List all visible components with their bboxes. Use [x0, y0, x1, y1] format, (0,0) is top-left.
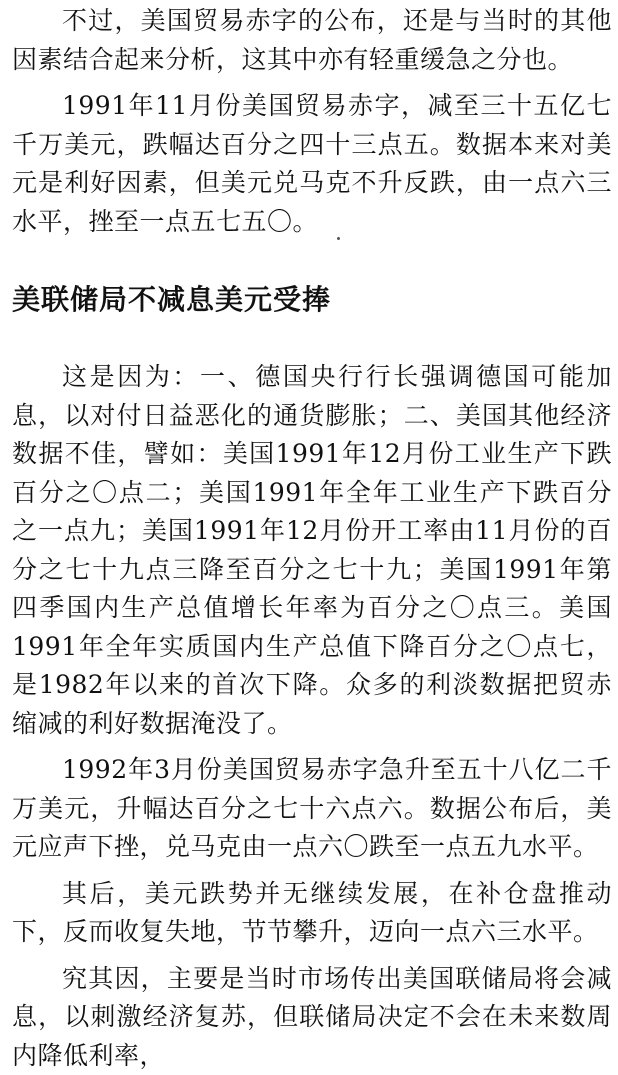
paragraph: 究其因，主要是当时市场传出美国联储局将会减息，以刺激经济复苏，但联储局决定不会在未来数周内降低利率， — [12, 960, 612, 1075]
scan-speck — [337, 237, 340, 240]
paragraph: 1992年3月份美国贸易赤字急升至五十八亿二千万美元，升幅达百分之七十六点六。数据公布后，美元应声下挫，兑马克由一点六〇跌至一点五九水平。 — [12, 751, 612, 867]
paragraph: 1991年11月份美国贸易赤字，减至三十五亿七千万美元，跌幅达百分之四十三点五。数据本来对美元是利好因素，但美元兑马克不升反跌，由一点六三水平，挫至一点五七五〇。 — [12, 87, 612, 241]
paragraph: 这是因为：一、德国央行行长强调德国可能加息，以对付日益恶化的通货膨胀；二、美国其他经济数据不佳，譬如：美国1991年12月份工业生产下跌百分之〇点二；美国1991年全年工业生产下跌百分之一点九；美国1991年12月份开工率由11月份的百分之七十九点三降至百分之七十九；美国1991年第四季国内生产总值增长年率为百分之〇点三。美国1991年全年实质国内生产总值下降百分之〇点七，是1982年以来的首次下降。众多的利淡数据把贸赤缩减的利好数据淹没了。 — [12, 358, 612, 743]
paragraph: 其后，美元跌势并无继续发展，在补仓盘推动下，反而收复失地，节节攀升，迈向一点六三水平。 — [12, 875, 612, 952]
section-heading: 美联储局不减息美元受捧 — [12, 280, 331, 320]
text-block-after-heading — [12, 358, 612, 1075]
paragraph: 不过，美国贸易赤字的公布，还是与当时的其他因素结合起来分析，这其中亦有轻重缓急之分也。 — [12, 2, 612, 79]
text-block-before-heading — [12, 0, 612, 241]
